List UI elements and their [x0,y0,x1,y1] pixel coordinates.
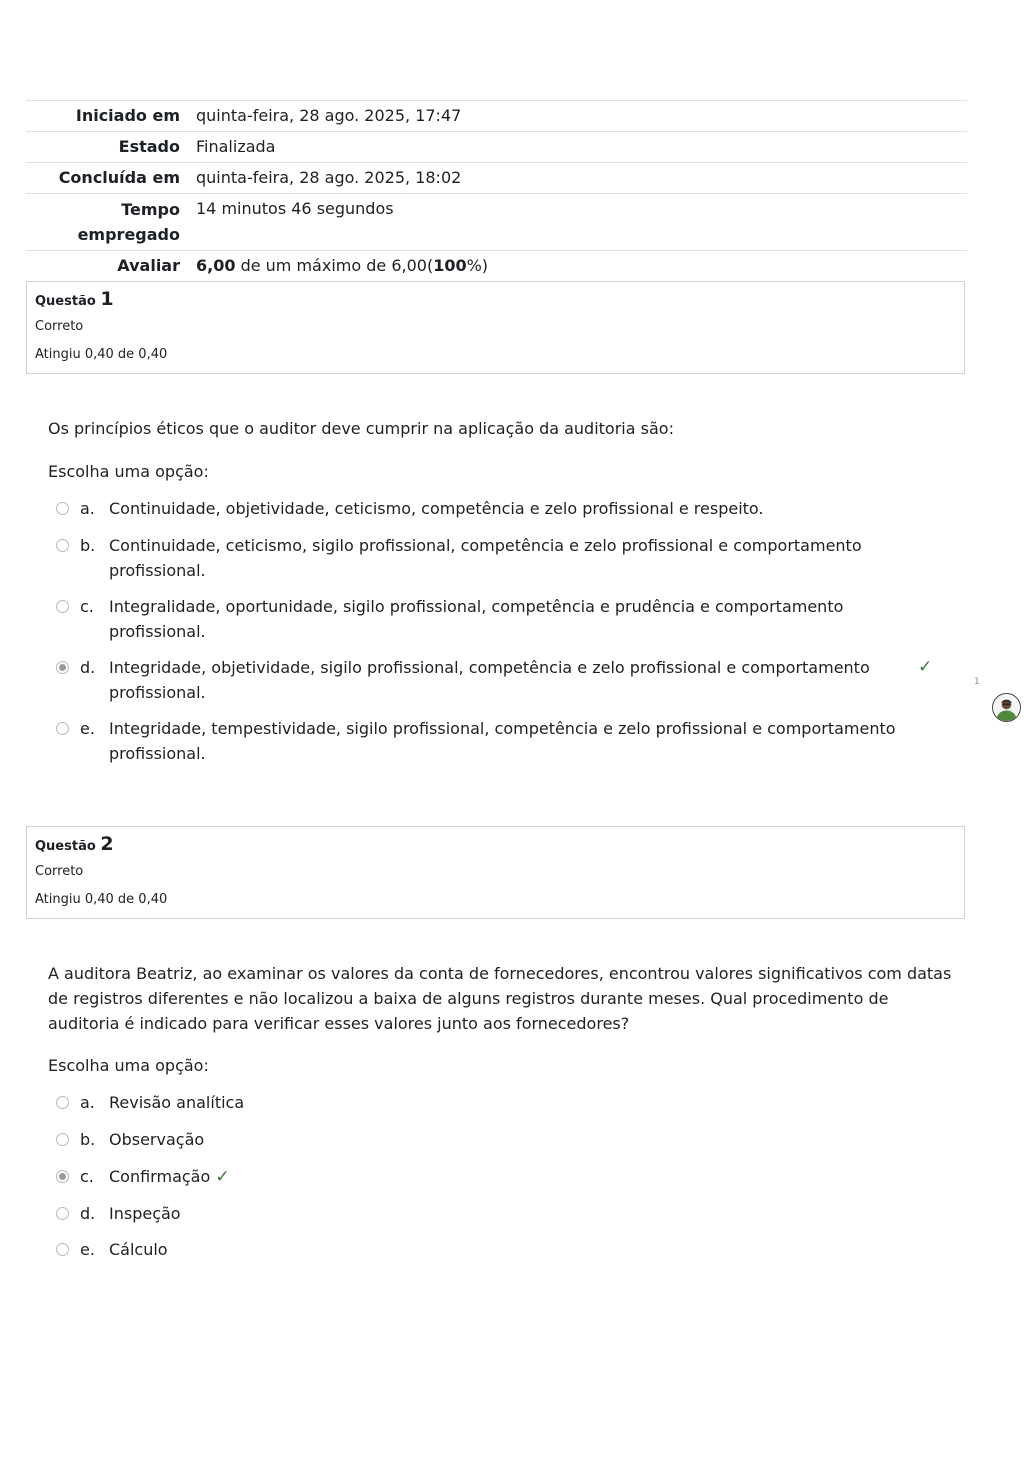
option-text: Inspeção [109,1204,181,1223]
radio-button[interactable] [56,722,69,735]
summary-row-time [26,194,967,251]
grade-percent: 100 [433,256,467,275]
option-letter: c. [80,597,94,616]
state-value: Finalizada [196,137,276,156]
radio-button[interactable] [56,1096,69,1109]
option-letter: c. [80,1167,94,1186]
page-number: 1 [974,677,980,687]
radio-button[interactable] [56,600,69,613]
question-2-info [26,826,965,919]
state-label: Estado [118,137,180,156]
option-text: Integridade, tempestividade, sigilo profissional, competência e zelo profissional e comportamento profissional. [109,719,896,763]
summary-row-state [26,132,967,163]
time-label [26,194,196,251]
radio-button[interactable] [56,1243,69,1256]
option-text: Observação [109,1130,205,1149]
grade-value [196,251,967,282]
grade-score: 6,00 [196,256,236,275]
summary-row-completed [26,163,967,194]
option-letter: a. [80,1093,95,1112]
completed-label: Concluída em [58,168,180,187]
grade-label: Avaliar [117,256,180,275]
question-number: 2 [100,833,114,855]
option-letter: e. [80,1240,95,1259]
question-1-state: Correto [35,319,84,334]
question-1-text: Os princípios éticos que o auditor deve cumprir na aplicação da auditoria são: [48,419,674,438]
question-2-mark: Atingiu 0,40 de 0,40 [35,892,168,907]
option-text: Cálculo [109,1240,168,1259]
option-text: Integridade, objetividade, sigilo profissional, competência e zelo profissional e comportamento profissional. [109,658,870,702]
user-avatar-icon[interactable] [992,693,1021,722]
radio-button-selected[interactable] [56,661,69,674]
question-2-prompt: Escolha uma opção: [48,1056,209,1075]
radio-button[interactable] [56,502,69,515]
summary-row-grade [26,251,967,282]
option-text: Integralidade, oportunidade, sigilo profissional, competência e prudência e comportamento profissional. [109,597,844,641]
question-2-state: Correto [35,864,84,879]
question-1-number [35,288,114,310]
option-letter: b. [80,1130,96,1149]
completed-value: quinta-feira, 28 ago. 2025, 18:02 [196,168,462,187]
summary-row-started [26,101,967,132]
option-text: Revisão analítica [109,1093,245,1112]
option-letter: e. [80,719,95,738]
time-label-line2: empregado [77,225,180,244]
started-label: Iniciado em [75,106,180,125]
option-text: Continuidade, objetividade, ceticismo, competência e zelo profissional e respeito. [109,499,764,518]
grade-mid: de um máximo de 6,00( [235,256,434,275]
radio-button[interactable] [56,1133,69,1146]
time-label-line1: Tempo [121,200,180,219]
attempt-summary-table [26,100,967,281]
option-text: Confirmação [109,1167,211,1186]
question-1-mark: Atingiu 0,40 de 0,40 [35,347,168,362]
option-letter: a. [80,499,95,518]
check-icon: ✓ [215,1167,230,1187]
question-label: Questão [35,839,96,854]
question-number: 1 [100,288,114,310]
radio-button[interactable] [56,539,69,552]
question-2-text: A auditora Beatriz, ao examinar os valores da conta de fornecedores, encontrou valores significativos com datas de registros diferentes e não localizou a baixa de alguns registros durante meses. Qual procedimento de auditoria é indicado para verificar esses valores junto aos fornecedores? [48,964,952,1033]
option-text-wrap [109,1164,909,1190]
option-letter: d. [80,1204,96,1223]
radio-button[interactable] [56,1207,69,1220]
question-1-prompt: Escolha uma opção: [48,462,209,481]
check-icon: ✓ [918,657,933,677]
option-letter: d. [80,658,96,677]
question-1-info [26,281,965,374]
grade-end: %) [466,256,489,275]
option-letter: b. [80,536,96,555]
question-2-number [35,833,114,855]
time-value: 14 minutos 46 segundos [196,199,394,218]
question-label: Questão [35,294,96,309]
radio-button-selected[interactable] [56,1170,69,1183]
started-value: quinta-feira, 28 ago. 2025, 17:47 [196,106,462,125]
option-text: Continuidade, ceticismo, sigilo profissional, competência e zelo profissional e comportamento profissional. [109,536,862,580]
